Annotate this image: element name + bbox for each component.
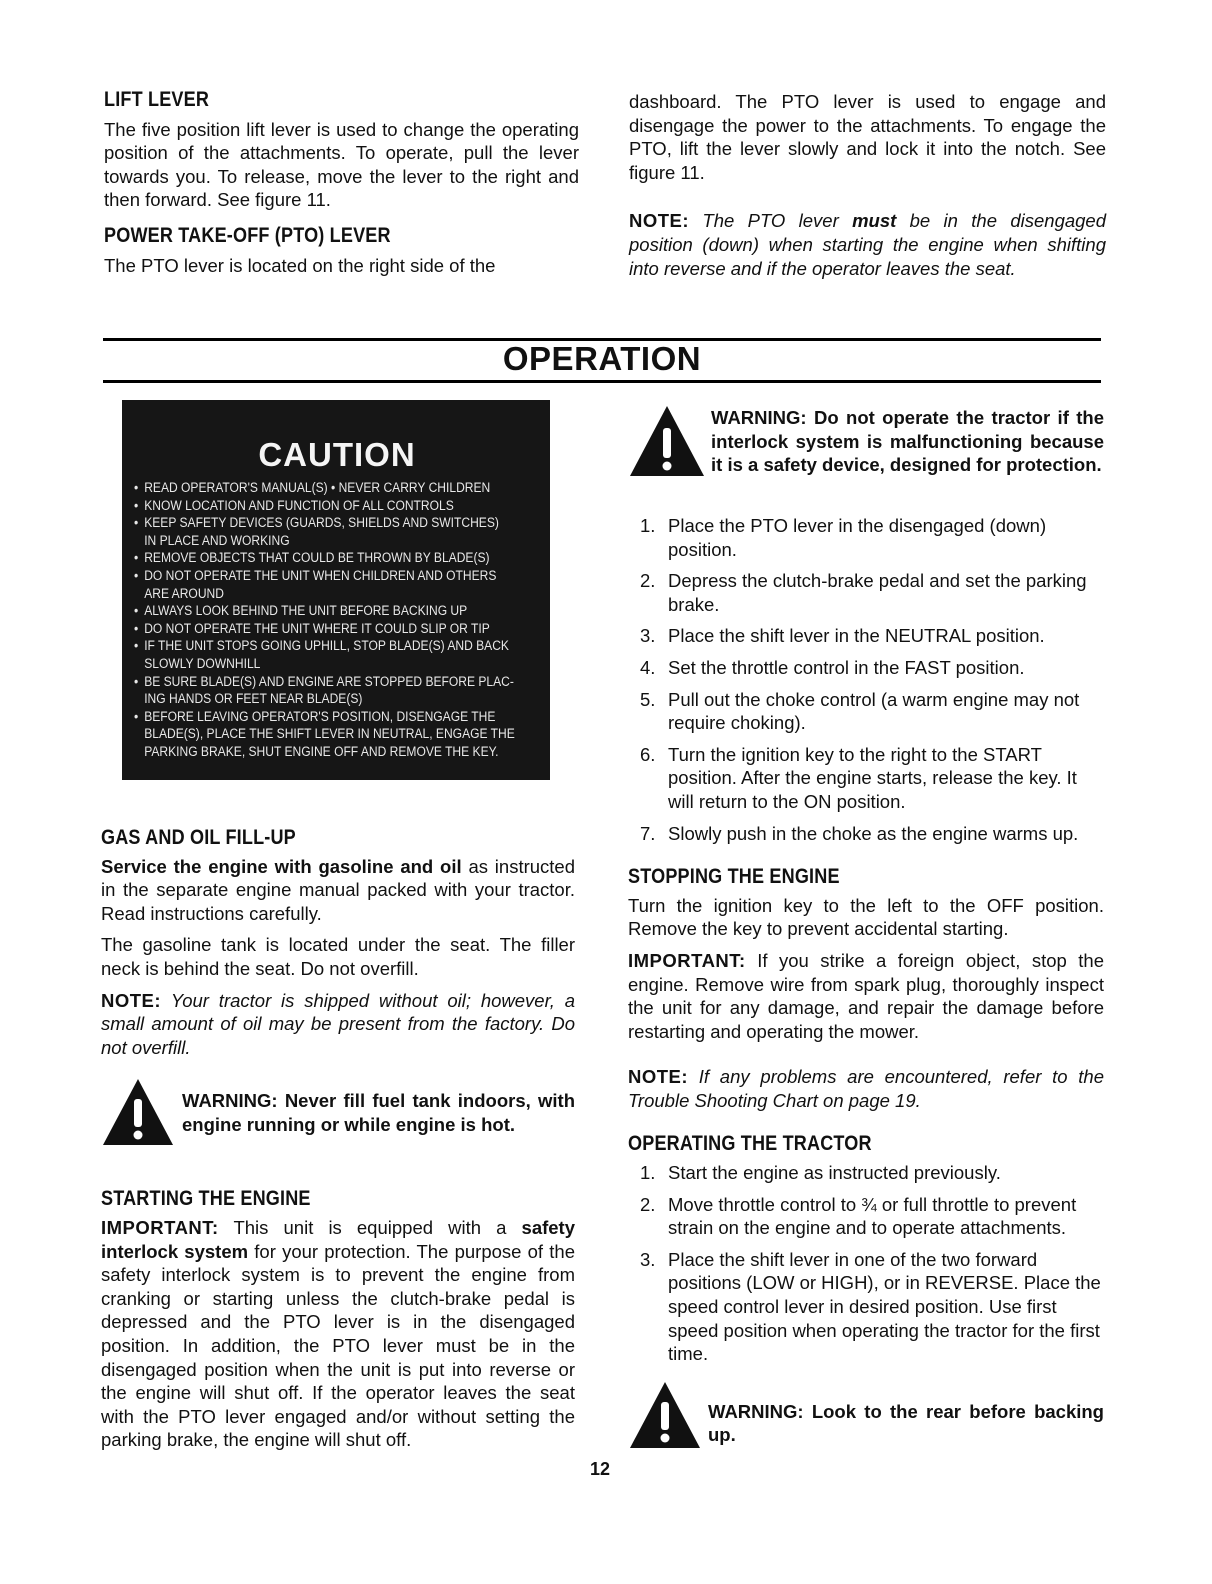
stopping-note-label: NOTE:	[628, 1066, 689, 1088]
stopping-important-text: If you strike a foreign object, stop the engine. Remove wire from spark plug, thoroughly inspect the unit for any damage, and repair the damage before restarting and operating the mower.	[628, 949, 1104, 1042]
fuel-warning	[101, 1077, 575, 1147]
caution-item-continued: ARE AROUND	[144, 585, 224, 602]
pto-note-label: NOTE:	[629, 210, 690, 232]
starting-text-bold: safety interlock system	[101, 1216, 576, 1262]
section-title: OPERATION	[502, 340, 702, 377]
warning-triangle-icon	[628, 404, 706, 478]
list-item: 4. Set the throttle control in the FAST position.	[640, 656, 1025, 678]
gas-oil-heading: GAS AND OIL FILL-UP	[101, 826, 296, 849]
gas-oil-note-label: NOTE:	[101, 989, 162, 1011]
warning-triangle-icon	[101, 1077, 175, 1147]
fuel-warning-text: WARNING: Never fill fuel tank indoors, with engine running or while engine is hot.	[182, 1090, 575, 1135]
gas-oil-p2: The gasoline tank is located under the seat. The filler neck is behind the seat. Do not overfill.	[101, 934, 575, 979]
page-number: 12	[589, 1459, 611, 1479]
caution-list	[134, 480, 550, 762]
list-item: 1. Place the PTO lever in the disengaged (down) position.	[640, 515, 1047, 560]
section-rule-bottom	[103, 380, 1101, 383]
starting-engine-heading: STARTING THE ENGINE	[101, 1187, 311, 1211]
backing-warning-text: WARNING: Look to the rear before backing up.	[708, 1400, 1104, 1446]
list-item: 6. Turn the ignition key to the right to the START position. After the engine starts, release the key. It will return to the ON position.	[640, 743, 1077, 812]
stopping-important-label: IMPORTANT:	[628, 949, 746, 971]
caution-item: • ALWAYS LOOK BEHIND THE UNIT BEFORE BACKING UP	[134, 603, 552, 621]
caution-item: • BE SURE BLADE(S) AND ENGINE ARE STOPPED BEFORE PLAC-	[134, 674, 552, 692]
lift-lever-body: The five position lift lever is used to change the operating position of the attachments. To operate, pull the lever towards you. To release, move the lever to the right and then forward. See figure 11.	[104, 118, 579, 211]
pto-note	[629, 209, 1106, 280]
stopping-note	[628, 1065, 1104, 1112]
caution-item: • BEFORE LEAVING OPERATOR'S POSITION, DISENGAGE THE	[134, 709, 552, 727]
operating-steps-list	[628, 1161, 1104, 1366]
pto-lever-body-part2: dashboard. The PTO lever is used to engage and disengage the power to the attachments. To engage the PTO, lift the lever slowly and lock it into the notch. See figure 11.	[629, 91, 1106, 183]
right-column-top	[629, 90, 1106, 280]
caution-item: • READ OPERATOR'S MANUAL(S) • NEVER CARRY CHILDREN	[134, 480, 552, 498]
right-column-bottom	[628, 402, 1104, 1450]
list-item: 7. Slowly push in the choke as the engine warms up.	[640, 822, 1079, 844]
caution-decal	[122, 400, 550, 780]
left-column-top	[104, 88, 579, 277]
caution-item-continued: BLADE(S), PLACE THE SHIFT LEVER IN NEUTRAL, ENGAGE THE	[144, 726, 515, 743]
start-steps-list	[628, 514, 1104, 845]
lift-lever-heading: LIFT LEVER	[104, 88, 210, 111]
pto-lever-heading: POWER TAKE-OFF (PTO) LEVER	[104, 223, 391, 247]
starting-engine-text	[101, 1216, 575, 1452]
list-item: 2. Depress the clutch-brake pedal and set the parking brake.	[640, 570, 1087, 615]
stopping-important	[628, 949, 1104, 1043]
list-item: 1. Start the engine as instructed previously.	[640, 1162, 1001, 1184]
caution-item-continued: ING HANDS OR FEET NEAR BLADE(S)	[144, 691, 363, 708]
caution-item-continued: IN PLACE AND WORKING	[144, 532, 290, 549]
starting-text-post: for your protection. The purpose of the safety interlock system is to prevent the engine from cranking or starting unless the clutch-brake pedal is depressed and the PTO lever is in the disengaged position. In addition, the PTO lever must be in the disengaged position when the unit is put into reverse or the engine will shut off. If the operator leaves the seat with the PTO lever engaged and/or without setting the parking brake, the engine will shut off.	[101, 1240, 575, 1451]
gas-oil-p1	[101, 855, 575, 926]
list-item: 5. Pull out the choke control (a warm engine may not require choking).	[640, 688, 1080, 734]
starting-text-pre: This unit is equipped with a	[233, 1216, 507, 1238]
caution-item: • KEEP SAFETY DEVICES (GUARDS, SHIELDS AND SWITCHES)	[134, 515, 552, 533]
pto-note-bold: must	[852, 210, 897, 232]
list-item: 2. Move throttle control to ¾ or full throttle to prevent strain on the engine and to operate attachments.	[640, 1193, 1077, 1239]
pto-note-pre: The PTO lever	[702, 210, 839, 232]
stopping-engine-heading: STOPPING THE ENGINE	[628, 865, 840, 889]
caution-item: • DO NOT OPERATE THE UNIT WHEN CHILDREN AND OTHERS	[134, 568, 552, 586]
caution-title: CAUTION	[258, 436, 416, 473]
caution-item: • KNOW LOCATION AND FUNCTION OF ALL CONTROLS	[134, 498, 552, 516]
gas-oil-p1-rest: as instructed in the separate engine manual packed with your tractor. Read instructions carefully.	[101, 855, 575, 924]
caution-item-continued: SLOWLY DOWNHILL	[144, 655, 261, 672]
left-column-bottom	[101, 826, 575, 1452]
interlock-warning-text: WARNING: Do not operate the tractor if the interlock system is malfunctioning because it is a safety device, designed for protection.	[711, 407, 1104, 476]
stopping-engine-p1: Turn the ignition key to the left to the OFF position. Remove the key to prevent accidental starting.	[628, 894, 1104, 940]
gas-oil-note	[101, 989, 575, 1060]
caution-item: • REMOVE OBJECTS THAT COULD BE THROWN BY BLADE(S)	[134, 550, 552, 568]
gas-oil-p1-bold: Service the engine with gasoline and oil	[101, 855, 462, 877]
gas-oil-note-text: Your tractor is shipped without oil; however, a small amount of oil may be present from the factory. Do not overfill.	[101, 989, 576, 1058]
caution-item: • IF THE UNIT STOPS GOING UPHILL, STOP BLADE(S) AND BACK	[134, 638, 552, 656]
warning-triangle-icon	[628, 1380, 702, 1450]
backing-warning	[628, 1380, 1104, 1450]
pto-note-post: be in the disengaged position (down) when starting the engine when shifting into reverse and if the operator leaves the seat.	[629, 210, 1107, 279]
stopping-note-text: If any problems are encountered, refer to the Trouble Shooting Chart on page 19.	[628, 1066, 1104, 1111]
operating-tractor-heading: OPERATING THE TRACTOR	[628, 1132, 872, 1156]
list-item: 3. Place the shift lever in one of the two forward positions (LOW or HIGH), or in REVERSE. Place the speed control lever in desired position. Use first speed position when operating the tractor for the first time.	[640, 1248, 1101, 1365]
caution-item: • DO NOT OPERATE THE UNIT WHERE IT COULD SLIP OR TIP	[134, 621, 552, 639]
pto-lever-body-part1: The PTO lever is located on the right side of the	[104, 254, 496, 276]
interlock-warning	[628, 402, 1104, 498]
caution-item-continued: PARKING BRAKE, SHUT ENGINE OFF AND REMOVE THE KEY.	[144, 743, 499, 760]
starting-important-label: IMPORTANT:	[101, 1216, 219, 1238]
list-item: 3. Place the shift lever in the NEUTRAL position.	[640, 625, 1045, 647]
